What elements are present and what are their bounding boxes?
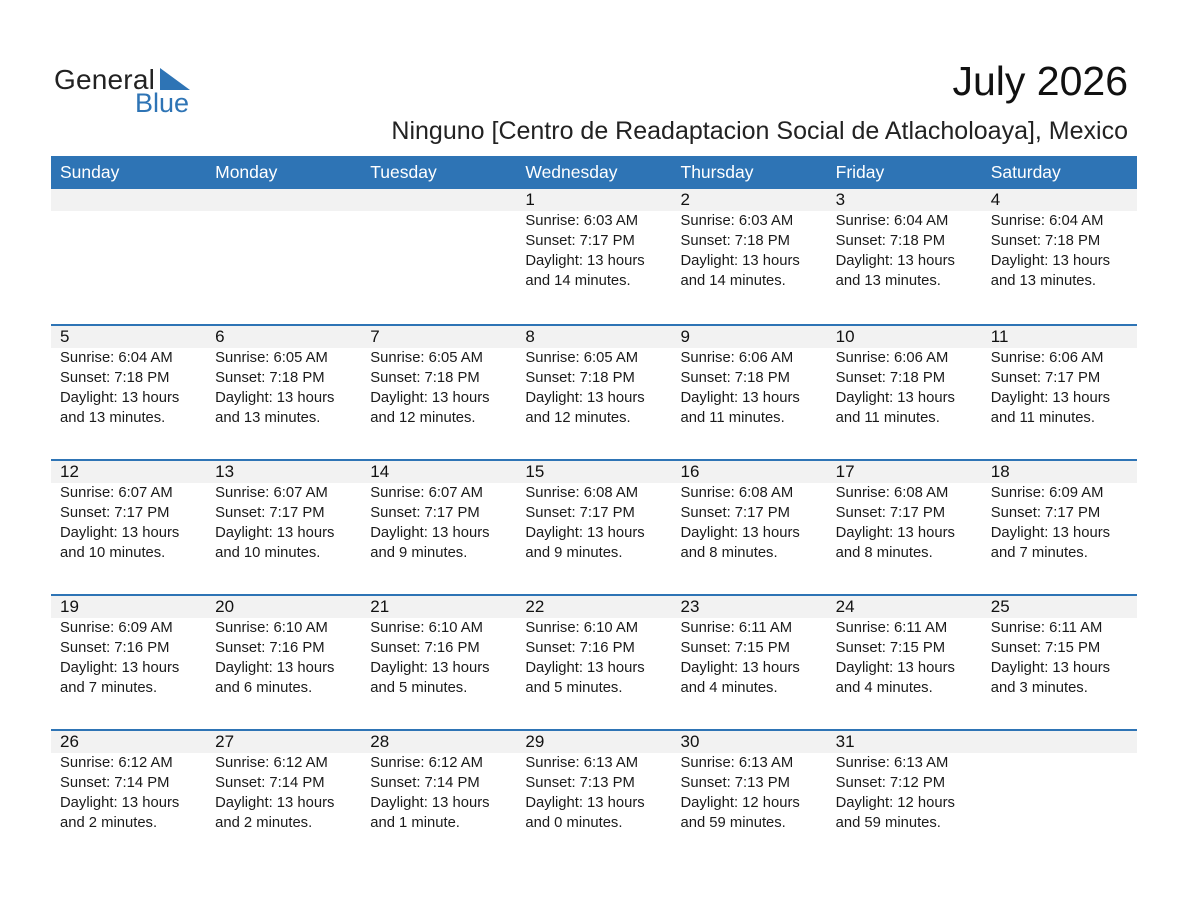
day-cell (827, 189, 982, 291)
sunrise-text: Sunrise: 6:09 AM (60, 620, 173, 636)
daylight-minutes-text: and 4 minutes. (835, 680, 933, 696)
sunset-text: Sunset: 7:17 PM (990, 370, 1101, 386)
sunrise-text: Sunrise: 6:07 AM (215, 485, 328, 501)
sunrise-text: Sunrise: 6:06 AM (990, 350, 1104, 366)
daylight-minutes-text: and 14 minutes. (525, 273, 631, 289)
daylight-minutes-text: and 4 minutes. (680, 680, 778, 696)
daylight-text: Daylight: 13 hours (215, 660, 335, 676)
sunset-text: Sunset: 7:17 PM (60, 505, 170, 521)
sunset-text: Sunset: 7:18 PM (835, 233, 946, 249)
sunset-text: Sunset: 7:15 PM (990, 640, 1101, 656)
day-number: 27 (215, 732, 235, 751)
daylight-text: Daylight: 13 hours (835, 390, 955, 406)
weekday-wednesday: Wednesday (525, 162, 618, 182)
sunset-text: Sunset: 7:14 PM (60, 775, 170, 791)
daylight-minutes-text: and 13 minutes. (835, 273, 941, 289)
daylight-minutes-text: and 11 minutes. (835, 410, 940, 426)
sunset-text: Sunset: 7:18 PM (60, 370, 170, 386)
sunrise-text: Sunrise: 6:13 AM (680, 755, 794, 771)
calendar-week-row (51, 324, 1137, 459)
day-number: 17 (835, 462, 855, 481)
sunrise-text: Sunrise: 6:11 AM (990, 620, 1103, 636)
logo-text-blue: Blue (135, 88, 190, 118)
sunrise-text: Sunrise: 6:08 AM (835, 485, 949, 501)
daylight-minutes-text: and 59 minutes. (680, 815, 786, 831)
sunrise-text: Sunrise: 6:12 AM (215, 755, 328, 771)
weekday-thursday: Thursday (680, 162, 754, 182)
daylight-minutes-text: and 59 minutes. (835, 815, 941, 831)
sunset-text: Sunset: 7:17 PM (215, 505, 325, 521)
daylight-minutes-text: and 11 minutes. (990, 410, 1095, 426)
daylight-text: Daylight: 13 hours (525, 660, 645, 676)
logo-triangle-icon (160, 68, 190, 90)
day-number: 26 (60, 732, 79, 751)
day-number: 3 (835, 190, 846, 209)
daylight-text: Daylight: 13 hours (990, 390, 1111, 406)
daylight-text: Daylight: 13 hours (525, 525, 645, 541)
logo-text-general: General (54, 64, 156, 95)
sunrise-text: Sunrise: 6:06 AM (835, 350, 949, 366)
sunset-text: Sunset: 7:18 PM (680, 233, 790, 249)
daylight-text: Daylight: 13 hours (215, 390, 335, 406)
daylight-text: Daylight: 13 hours (835, 253, 955, 269)
sunset-text: Sunset: 7:14 PM (215, 775, 325, 791)
day-number: 19 (60, 597, 79, 616)
sunset-text: Sunset: 7:16 PM (370, 640, 480, 656)
week-days (51, 326, 1137, 428)
calendar-week-row (51, 594, 1137, 729)
day-cell (982, 189, 1137, 291)
sunrise-text: Sunrise: 6:04 AM (60, 350, 173, 366)
sunset-text: Sunset: 7:18 PM (835, 370, 946, 386)
daylight-text: Daylight: 13 hours (835, 660, 955, 676)
daylight-minutes-text: and 8 minutes. (680, 545, 778, 561)
sunrise-text: Sunrise: 6:08 AM (525, 485, 639, 501)
daylight-text: Daylight: 13 hours (370, 390, 490, 406)
sunrise-text: Sunrise: 6:08 AM (680, 485, 794, 501)
sunrise-text: Sunrise: 6:10 AM (525, 620, 639, 636)
daylight-text: Daylight: 13 hours (990, 525, 1111, 541)
day-cell (516, 461, 671, 563)
sunrise-text: Sunrise: 6:11 AM (835, 620, 948, 636)
day-cell (361, 326, 516, 428)
day-cell (51, 596, 206, 698)
day-number: 18 (990, 462, 1010, 481)
day-cell (827, 596, 982, 698)
day-number: 10 (835, 327, 855, 346)
sunrise-text: Sunrise: 6:09 AM (990, 485, 1104, 501)
brand-logo (54, 62, 204, 118)
sunset-text: Sunset: 7:18 PM (990, 233, 1101, 249)
daylight-text: Daylight: 13 hours (680, 525, 800, 541)
day-number: 24 (835, 597, 855, 616)
day-number: 20 (215, 597, 235, 616)
page-title: July 2026 (952, 58, 1128, 104)
day-cell (361, 461, 516, 563)
sunrise-text: Sunrise: 6:12 AM (60, 755, 173, 771)
daylight-minutes-text: and 2 minutes. (60, 815, 158, 831)
daylight-text: Daylight: 13 hours (370, 795, 490, 811)
daylight-text: Daylight: 13 hours (525, 390, 645, 406)
day-number: 29 (525, 732, 545, 751)
day-cell (672, 326, 827, 428)
sunset-text: Sunset: 7:17 PM (525, 505, 635, 521)
sunrise-text: Sunrise: 6:04 AM (990, 213, 1104, 229)
day-number: 28 (370, 732, 390, 751)
day-cell (516, 596, 671, 698)
sunset-text: Sunset: 7:16 PM (525, 640, 635, 656)
sunset-text: Sunset: 7:13 PM (525, 775, 635, 791)
calendar-grid (51, 156, 1137, 864)
day-cell (206, 731, 361, 833)
day-number: 15 (525, 462, 545, 481)
day-cell (672, 596, 827, 698)
daylight-text: Daylight: 13 hours (990, 660, 1111, 676)
daylight-minutes-text: and 1 minute. (370, 815, 460, 831)
day-cell (672, 731, 827, 833)
sunset-text: Sunset: 7:18 PM (525, 370, 635, 386)
daylight-minutes-text: and 9 minutes. (370, 545, 468, 561)
daylight-text: Daylight: 13 hours (680, 390, 800, 406)
daylight-text: Daylight: 13 hours (990, 253, 1111, 269)
weekday-sunday: Sunday (60, 162, 120, 182)
empty-day-cell (206, 189, 361, 291)
calendar-weeks (51, 189, 1137, 864)
daylight-text: Daylight: 13 hours (60, 390, 180, 406)
day-cell (827, 326, 982, 428)
day-number: 9 (680, 327, 690, 346)
day-cell (51, 326, 206, 428)
sunset-text: Sunset: 7:18 PM (680, 370, 790, 386)
day-cell (361, 731, 516, 833)
day-number: 4 (990, 190, 1001, 209)
sunrise-text: Sunrise: 6:07 AM (60, 485, 173, 501)
day-number: 21 (370, 597, 390, 616)
calendar-week-row (51, 729, 1137, 864)
sunrise-text: Sunrise: 6:13 AM (835, 755, 949, 771)
day-cell (672, 189, 827, 291)
day-cell (361, 596, 516, 698)
day-cell (516, 189, 671, 291)
day-cell (982, 596, 1137, 698)
daylight-minutes-text: and 2 minutes. (215, 815, 313, 831)
sunrise-text: Sunrise: 6:10 AM (215, 620, 328, 636)
daylight-minutes-text: and 12 minutes. (370, 410, 476, 426)
daylight-minutes-text: and 7 minutes. (990, 545, 1088, 561)
daylight-minutes-text: and 5 minutes. (370, 680, 468, 696)
weekday-friday: Friday (835, 162, 885, 182)
day-number: 30 (680, 732, 700, 751)
daylight-minutes-text: and 8 minutes. (835, 545, 933, 561)
daylight-text: Daylight: 13 hours (370, 660, 490, 676)
day-number: 16 (680, 462, 700, 481)
day-number: 5 (60, 327, 70, 346)
daylight-minutes-text: and 3 minutes. (990, 680, 1088, 696)
day-number: 22 (525, 597, 545, 616)
sunrise-text: Sunrise: 6:11 AM (680, 620, 793, 636)
weekday-header (51, 156, 1137, 189)
day-cell (516, 326, 671, 428)
daylight-text: Daylight: 13 hours (60, 795, 180, 811)
sunset-text: Sunset: 7:12 PM (835, 775, 946, 791)
day-number: 2 (680, 190, 690, 209)
empty-day-cell (361, 189, 516, 291)
daylight-minutes-text: and 13 minutes. (215, 410, 321, 426)
day-number: 31 (835, 732, 855, 751)
day-number: 13 (215, 462, 235, 481)
day-cell (827, 461, 982, 563)
day-number: 8 (525, 327, 535, 346)
day-cell (206, 326, 361, 428)
day-cell (206, 596, 361, 698)
week-days (51, 189, 1137, 291)
daylight-minutes-text: and 7 minutes. (60, 680, 158, 696)
day-number: 11 (990, 327, 1009, 346)
sunset-text: Sunset: 7:15 PM (680, 640, 790, 656)
sunset-text: Sunset: 7:18 PM (370, 370, 480, 386)
daylight-text: Daylight: 13 hours (525, 795, 645, 811)
daylight-minutes-text: and 13 minutes. (990, 273, 1097, 289)
sunset-text: Sunset: 7:17 PM (525, 233, 635, 249)
day-number: 12 (60, 462, 79, 481)
daylight-text: Daylight: 13 hours (370, 525, 490, 541)
sunset-text: Sunset: 7:17 PM (835, 505, 946, 521)
daylight-minutes-text: and 6 minutes. (215, 680, 313, 696)
sunset-text: Sunset: 7:16 PM (60, 640, 170, 656)
sunset-text: Sunset: 7:14 PM (370, 775, 480, 791)
daylight-minutes-text: and 11 minutes. (680, 410, 785, 426)
sunrise-text: Sunrise: 6:03 AM (525, 213, 639, 229)
daylight-text: Daylight: 13 hours (525, 253, 645, 269)
daylight-text: Daylight: 12 hours (835, 795, 955, 811)
daylight-text: Daylight: 13 hours (680, 253, 800, 269)
week-days (51, 596, 1137, 698)
daylight-text: Daylight: 13 hours (215, 795, 335, 811)
day-number: 7 (370, 327, 380, 346)
daylight-text: Daylight: 13 hours (680, 660, 800, 676)
day-cell (516, 731, 671, 833)
day-cell (51, 461, 206, 563)
weekday-monday: Monday (215, 162, 278, 182)
sunset-text: Sunset: 7:13 PM (680, 775, 790, 791)
daylight-minutes-text: and 0 minutes. (525, 815, 623, 831)
daylight-minutes-text: and 9 minutes. (525, 545, 623, 561)
sunset-text: Sunset: 7:15 PM (835, 640, 946, 656)
daylight-minutes-text: and 14 minutes. (680, 273, 786, 289)
sunset-text: Sunset: 7:18 PM (215, 370, 325, 386)
day-cell (51, 731, 206, 833)
day-number: 1 (525, 190, 535, 209)
sunrise-text: Sunrise: 6:05 AM (370, 350, 483, 366)
daylight-minutes-text: and 10 minutes. (215, 545, 321, 561)
day-number: 25 (990, 597, 1010, 616)
daylight-minutes-text: and 10 minutes. (60, 545, 166, 561)
day-cell (982, 326, 1137, 428)
day-number: 14 (370, 462, 390, 481)
day-number: 23 (680, 597, 700, 616)
calendar-week-row (51, 459, 1137, 594)
sunset-text: Sunset: 7:17 PM (680, 505, 790, 521)
day-cell (982, 461, 1137, 563)
day-cell (206, 461, 361, 563)
daylight-text: Daylight: 13 hours (60, 525, 180, 541)
sunrise-text: Sunrise: 6:10 AM (370, 620, 483, 636)
sunset-text: Sunset: 7:17 PM (990, 505, 1101, 521)
week-days (51, 731, 1137, 833)
day-number: 6 (215, 327, 225, 346)
daylight-text: Daylight: 12 hours (680, 795, 800, 811)
daylight-text: Daylight: 13 hours (835, 525, 955, 541)
daylight-text: Daylight: 13 hours (60, 660, 180, 676)
weekday-tuesday: Tuesday (370, 162, 437, 182)
location-subtitle: Ninguno [Centro de Readaptacion Social de Atlacholoaya], Mexico (391, 117, 1128, 145)
week-days (51, 461, 1137, 563)
sunrise-text: Sunrise: 6:05 AM (525, 350, 639, 366)
day-cell (827, 731, 982, 833)
empty-day-cell (51, 189, 206, 291)
weekday-saturday: Saturday (990, 162, 1061, 182)
sunrise-text: Sunrise: 6:03 AM (680, 213, 794, 229)
daylight-minutes-text: and 5 minutes. (525, 680, 623, 696)
sunrise-text: Sunrise: 6:04 AM (835, 213, 949, 229)
sunrise-text: Sunrise: 6:06 AM (680, 350, 794, 366)
calendar-week-row (51, 189, 1137, 324)
daylight-text: Daylight: 13 hours (215, 525, 335, 541)
daylight-minutes-text: and 12 minutes. (525, 410, 631, 426)
sunset-text: Sunset: 7:16 PM (215, 640, 325, 656)
sunrise-text: Sunrise: 6:07 AM (370, 485, 483, 501)
sunset-text: Sunset: 7:17 PM (370, 505, 480, 521)
sunrise-text: Sunrise: 6:13 AM (525, 755, 639, 771)
empty-day-cell (982, 731, 1137, 833)
sunrise-text: Sunrise: 6:05 AM (215, 350, 328, 366)
daylight-minutes-text: and 13 minutes. (60, 410, 166, 426)
day-cell (672, 461, 827, 563)
sunrise-text: Sunrise: 6:12 AM (370, 755, 483, 771)
